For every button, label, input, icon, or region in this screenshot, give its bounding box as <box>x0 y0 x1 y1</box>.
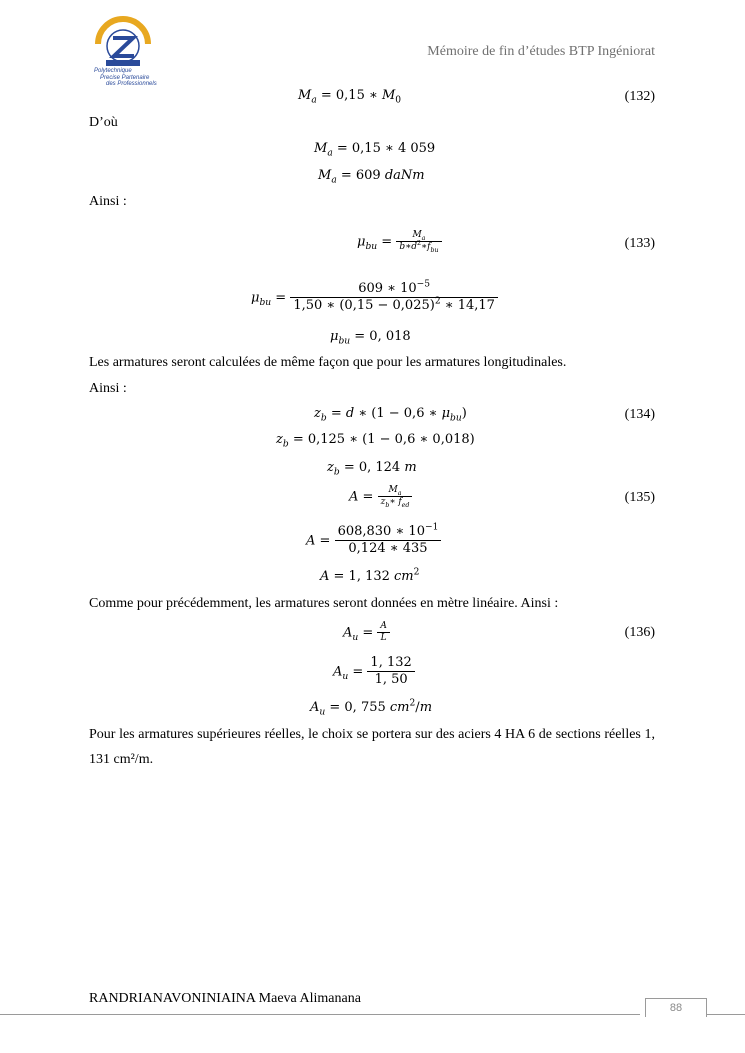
paragraph-2: Comme pour précédemment, les armatures seront données en mètre linéaire. Ainsi : <box>89 596 559 611</box>
text-ainsi-2: Ainsi : <box>89 381 127 396</box>
equation-number-136: (136) <box>624 625 655 640</box>
equation-number-133: (133) <box>624 236 655 251</box>
paragraph-3: Pour les armatures supérieures réelles, le choix se portera sur des aciers 4 HA 6 de sections réelles 1, 131 cm²/m. <box>89 727 655 767</box>
text-dou: D’où <box>89 115 118 130</box>
equation-135: A = $\frac{M_a}{z_b∗ f_{ed}}$ <box>349 485 412 509</box>
footer-author: RANDRIANAVONINIAINA Maeva Alimanana <box>89 991 361 1006</box>
fraction: $\frac{1, 132}{1, 50}$ <box>367 655 414 689</box>
equation-ma-2: $M_a = 609$ daNm <box>318 168 425 186</box>
logo-caption <box>94 68 157 88</box>
text-ainsi-1: Ainsi : <box>89 194 127 209</box>
equation-a-2: A = 1, 132 $cm^2$ <box>320 567 420 584</box>
logo-line: Polytechnique <box>94 68 132 74</box>
equation-mu-2: $\mu_{bu} = 0$, 018 <box>330 329 411 347</box>
equation-133: $\mu_{bu}$ = $\frac{M_a}{b∗d^2∗f_{bu}}$ <box>357 230 442 254</box>
equation-number-134: (134) <box>624 407 655 422</box>
equation-a-1: A = $\frac{608,830 ∗ 10^{-1}}{0,124 ∗ 435}$ <box>306 524 441 558</box>
equation-zb-2: $z_b = 0$, 124 m <box>327 460 417 478</box>
fraction: $\frac{M_a}{b∗d^2∗f_{bu}}$ <box>396 230 441 254</box>
logo-emblem <box>92 14 154 74</box>
equation-au-1: $A_u$ = $\frac{1, 132}{1, 50}$ <box>333 655 415 689</box>
fraction: $\frac{608,830 ∗ 10^{-1}}{0,124 ∗ 435}$ <box>335 524 442 558</box>
equation-number-132: (132) <box>624 89 655 104</box>
equation-136: $A_u$ = $\frac{A}{L}$ <box>343 621 390 645</box>
equation-134: $z_b = d$ ∗ (1 − 0,6 ∗ $\mu_{bu}$) <box>314 406 467 424</box>
logo-line: des Professionnels <box>106 81 157 87</box>
footer-divider <box>0 1014 640 1015</box>
equation-number-135: (135) <box>624 490 655 505</box>
footer-divider <box>707 1014 745 1015</box>
equation-mu-1: $\mu_{bu}$ = $\frac{609 ∗ 10^{-5}}{1,50 ∗ (0,15 - 0,025)^2 ∗ 14,17}$ <box>251 281 498 315</box>
equation-132 <box>298 88 402 106</box>
page-number: 88 <box>645 998 707 1017</box>
header-title: Mémoire de fin d’études BTP Ingéniorat <box>427 44 655 59</box>
fraction: $\frac{609 ∗ 10^{-5}}{1,50 ∗ (0,15 - 0,025)^2 ∗ 14,17}$ <box>290 281 498 315</box>
equation-zb-1: $z_b = 0,125$ ∗ (1 − 0,6 ∗ 0,018) <box>276 432 475 450</box>
paragraph-1: Les armatures seront calculées de même façon que pour les armatures longitudinales. <box>89 355 567 370</box>
equation-au-2: $A_u = 0$, 755 $cm^2/m$ <box>310 698 433 718</box>
equation-ma-1: $M_a = 0,15$ ∗ 4 059 <box>314 141 436 159</box>
fraction: $\frac{M_a}{z_b∗ f_{ed}}$ <box>378 485 413 509</box>
equation-text: $M_a = 0,15$ ∗ $M_0$ <box>298 88 402 106</box>
fraction: $\frac{A}{L}$ <box>377 621 390 645</box>
logo-line: Precise Partenaire <box>100 74 150 81</box>
